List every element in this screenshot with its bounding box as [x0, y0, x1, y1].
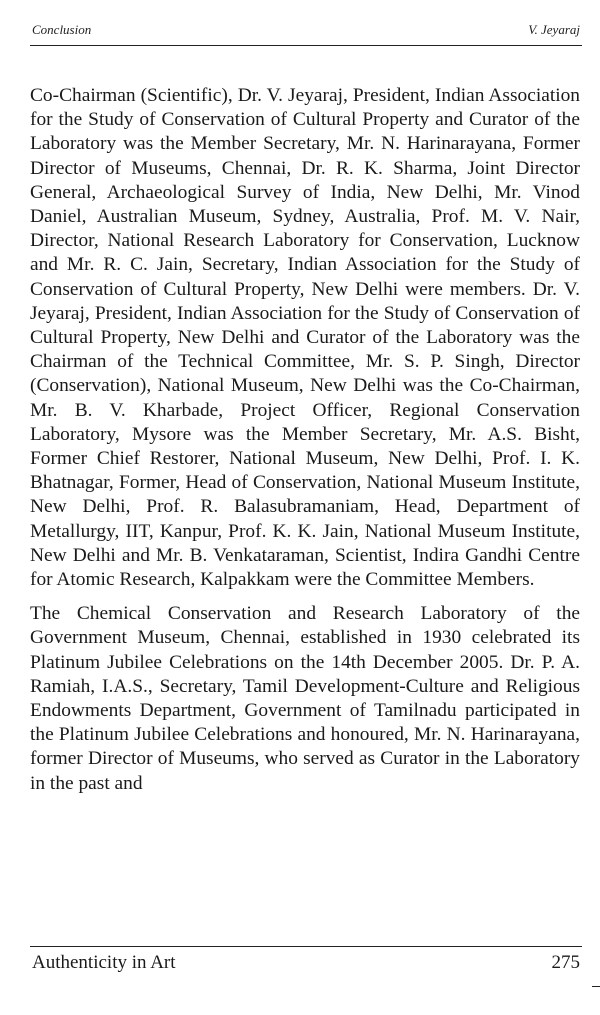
paragraph: Co-Chairman (Scientific), Dr. V. Jeyaraj, President, Indian Association for the Study of Conservation of Cultural Property and Curator of the Laboratory was the Member Secretary, Mr. N. Harinarayana, Former Director of Museums, Chennai, Dr. R. K. Sharma, Joint Director General, Archaeological Survey of India, New Delhi, Mr. Vinod Daniel, Australian Museum, Sydney, Australia, Prof. M. V. Nair, Director, National Research Laboratory for Conservation, Lucknow and Mr. R. C. Jain, Secretary, Indian Association for the Study of Conservation of Cultural Property, New Delhi were members. Dr. V. Jeyaraj, President, Indian Association for the Study of Conservation of Cultural Property, New Delhi and Curator of the Laboratory was the Chairman of the Technical Committee, Mr. S. P. Singh, Director (Conservation), National Museum, New Delhi was the Co-Chairman, Mr. B. V. Kharbade, Project Officer, Regional Conservation Laboratory, Mysore was the Member Secretary, Mr. A.S. Bisht, Former Chief Restorer, National Museum, New Delhi, Prof. I. K. Bhatnagar, Former, Head of Conservation, National Museum Institute, New Delhi, Prof. R. Balasubramaniam, Head, Department of Metallurgy, IIT, Kanpur, Prof. K. K. Jain, National Museum Institute, New Delhi and Mr. B. Venkataraman, Scientist, Indira Gandhi Centre for Atomic Research, Kalpakkam were the Committee Members. [30, 85, 580, 591]
author-name: V. Jeyaraj [528, 22, 580, 37]
book-title: Authenticity in Art [32, 952, 176, 973]
header-rule [30, 45, 582, 46]
edge-mark [592, 986, 600, 987]
page-footer [32, 952, 580, 974]
running-header [32, 22, 580, 38]
page-body [30, 84, 580, 806]
paragraph: The Chemical Conservation and Research Laboratory of the Government Museum, Chennai, established in 1930 celebrated its Platinum Jubilee Celebrations on the 14th December 2005. Dr. P. A. Ramiah, I.A.S., Secretary, Tamil Development-Culture and Religious Endowments Department, Government of Tamilnadu participated in the Platinum Jubilee Celebrations and honoured, Mr. N. Harinarayana, former Director of Museums, who served as Curator in the Laboratory in the past and [30, 603, 580, 794]
footer-rule [30, 946, 582, 947]
section-title: Conclusion [32, 22, 92, 37]
page-number: 275 [551, 952, 580, 973]
